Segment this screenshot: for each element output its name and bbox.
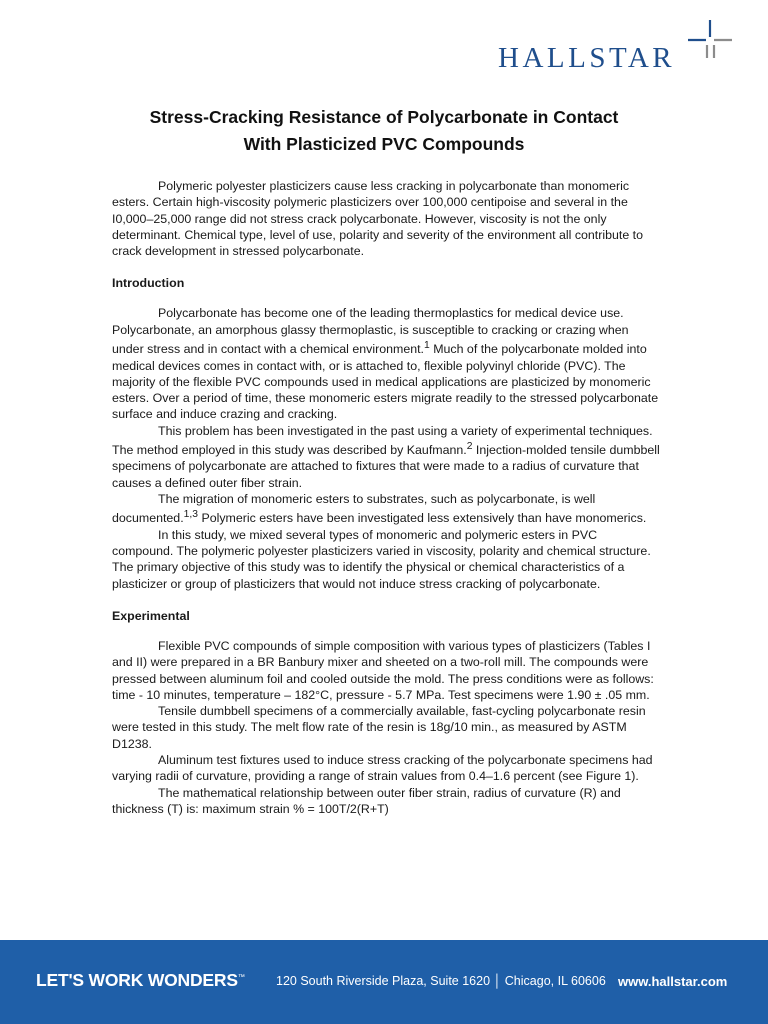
footnote-ref: 1,3 (183, 509, 198, 521)
hallstar-star-icon (688, 20, 732, 64)
footnote-ref: 2 (466, 440, 473, 452)
intro-paragraph-4: In this study, we mixed several types of monomeric and polymeric esters in PVC compound. The polymeric polyester plasticizers varied in viscosity, polarity and chemical structure. The primary objective of this study was to identify the physical or chemical characteristics of a plasticizer or group of plasticizers that would not induce stress cracking of polycarbonate. (112, 527, 651, 591)
intro-paragraph-1: Polycarbonate has become one of the leading thermoplastics for medical device use. Polycarbonate, an amorphous glassy thermoplastic, is susceptible to cracking or crazing when under stress and in contact with a chemical environment.$^1$ Much of the polycarbonate molded into medical devices comes in contact with, or is attached to, flexible polyvinyl chloride (PVC). The majority of the flexible PVC compounds used in medical applications are plasticized by monomeric esters. Over a period of time, these monomeric esters migrate readily to the stressed polycarbonate surface and induce crazing and cracking. (112, 306, 659, 422)
intro-paragraph-3: The migration of monomeric esters to substrates, such as polycarbonate, is well documented.$^{1,3}$ Polymeric esters have been investigated less extensively than have monomerics. (112, 492, 647, 526)
hallstar-logo-text: HALLSTAR (498, 42, 676, 74)
footer-slogan: LET'S WORK WONDERS™ (36, 970, 245, 990)
document-title (0, 104, 768, 158)
experimental-paragraph-4: The mathematical relationship between outer fiber strain, radius of curvature (R) and thickness (T) is: maximum strain % = 100T/2(R+T) (112, 785, 621, 816)
introduction-heading: Introduction (112, 276, 185, 291)
experimental-paragraph-3: Aluminum test fixtures used to induce stress cracking of the polycarbonate specimens had varying radii of curvature, providing a range of strain values from 0.4–1.6 percent (see Figure 1). (112, 752, 653, 784)
intro-paragraph-2: This problem has been investigated in the past using a variety of experimental techniques. The method employed in this study was described by Kaufmann.$^2$ Injection-molded tensile dumbbell specimens of polycarbonate are attached to fixtures that were made to a radius of curvature that causes a defined outer fiber strain. (112, 423, 660, 490)
footer-banner (0, 940, 768, 1024)
experimental-paragraph-2: Tensile dumbbell specimens of a commercially available, fast-cycling polycarbonate resin were tested in this study. The melt flow rate of the resin is 18g/10 min., as measured by ASTM D1238. (112, 704, 646, 751)
footer-address: 120 South Riverside Plaza, Suite 1620 │ Chicago, IL 60606 (276, 974, 606, 988)
experimental-paragraph-1: Flexible PVC compounds of simple composition with various types of plasticizers (Tables I and II) were prepared in a BR Banbury mixer and sheeted on a two-roll mill. The compounds were pressed between aluminum foil and cooled outside the mold. The press conditions were as follows: time - 10 minutes, temperature – 182°C, pressure - 5.7 MPa. Test specimens were 1.90 ± .05 mm. (112, 638, 654, 702)
experimental-heading: Experimental (112, 608, 190, 623)
title-line-1: Stress-Cracking Resistance of Polycarbonate in Contact (149, 107, 619, 127)
footer-website-link[interactable]: www.hallstar.com (618, 974, 728, 989)
document-body (112, 178, 660, 817)
footnote-ref: 1 (424, 340, 430, 352)
title-line-2: With Plasticized PVC Compounds (243, 134, 525, 154)
abstract-paragraph: Polymeric polyester plasticizers cause less cracking in polycarbonate than monomeric esters. Certain high-viscosity polymeric plasticizers over 100,000 centipoise and several in the I0,000–25,000 range did not stress crack polycarbonate. However, viscosity is not the only determinant. Chemical type, level of use, polarity and severity of the environment all contribute to crack development in stressed polycarbonate. (112, 179, 644, 259)
